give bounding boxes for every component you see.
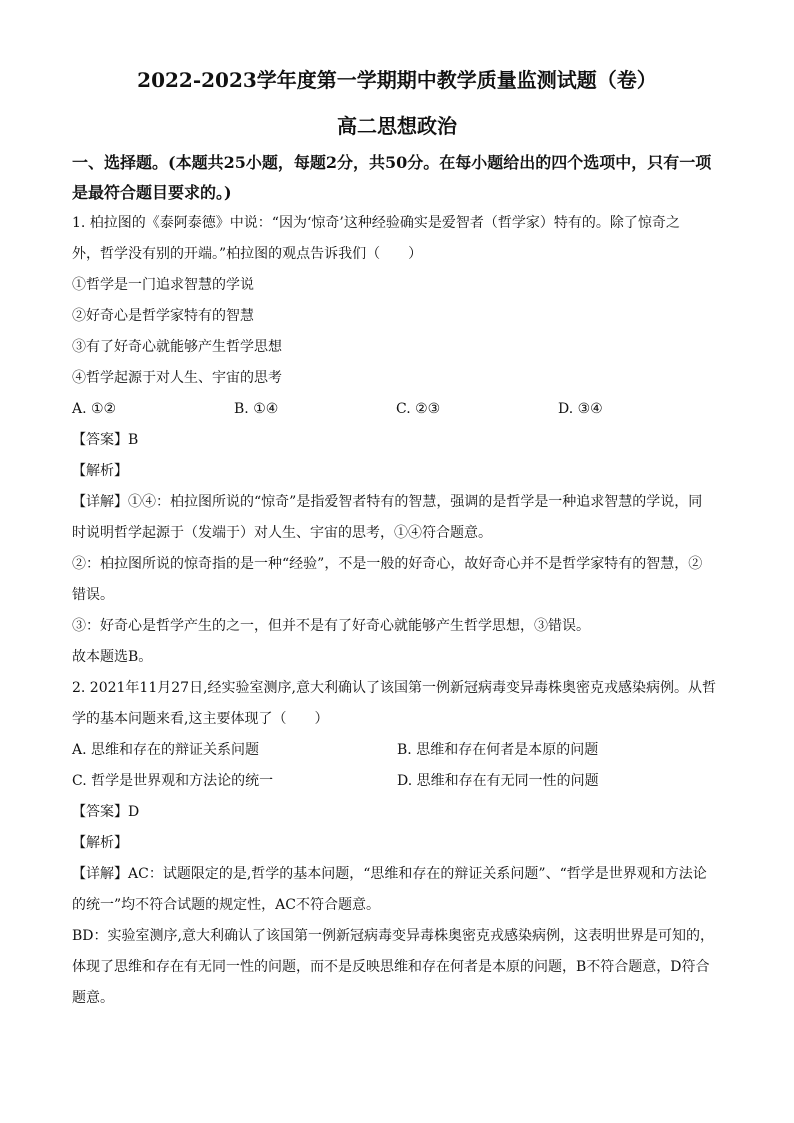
q2-option-a: A. 思维和存在的辩证关系问题	[72, 742, 260, 758]
q1-option-a: A. ①②	[72, 401, 117, 417]
q1-stem-line-2: 外，哲学没有别的开端。”柏拉图的观点告诉我们（ ）	[72, 246, 423, 262]
q1-detail-line-1: 【详解】①④：柏拉图所说的“惊奇”是指爱智者特有的智慧，强调的是哲学是一种追求智慧的学说，同	[72, 494, 703, 510]
q1-option-d: D. ③④	[558, 401, 603, 417]
q1-options	[72, 394, 722, 425]
q1-detail-line-3: ②：柏拉图所说的惊奇指的是一种“经验”，不是一般的好奇心，故好奇心并不是哲学家特有的智慧，②	[72, 556, 703, 572]
section-heading-line-2: 是最符合题目要求的。)	[72, 183, 232, 202]
q2-detail-line-1: 【详解】AC：试题限定的是,哲学的基本问题，“思维和存在的辩证关系问题”、“哲学是世界观和方法论	[72, 866, 707, 882]
q2-analysis-heading: 【解析】	[72, 835, 128, 851]
q1-item-2: ②好奇心是哲学家特有的智慧	[72, 308, 254, 324]
q1-analysis-heading: 【解析】	[72, 463, 128, 479]
q2-stem-line-1: 2. 2021年11月27日,经实验室测序,意大利确认了该国第一例新冠病毒变异毒株奥密克戎感染病例。从哲	[72, 680, 716, 696]
q1-detail-line-6: 故本题选B。	[72, 649, 153, 665]
q1-option-b: B. ①④	[234, 401, 279, 417]
page-subtitle: 高二思想政治	[337, 114, 457, 138]
q1-answer: 【答案】B	[72, 432, 139, 448]
q2-detail-line-3: BD：实验室测序,意大利确认了该国第一例新冠病毒变异毒株奥密克戎感染病例，这表明世界是可知的，	[72, 928, 714, 944]
q2-answer: 【答案】D	[72, 804, 140, 820]
page-title: 2022-2023学年度第一学期期中教学质量监测试题（卷）	[137, 68, 657, 92]
section-heading-line-1: 一、选择题。(本题共25小题，每题2分，共50分。在每小题给出的四个选项中，只有一项	[72, 153, 712, 172]
q1-detail-line-5: ③：好奇心是哲学产生的之一，但并不是有了好奇心就能够产生哲学思想，③错误。	[72, 618, 590, 634]
q2-options-row-2	[72, 766, 722, 797]
q2-option-c: C. 哲学是世界观和方法论的统一	[72, 773, 274, 789]
q2-stem-line-2: 学的基本问题来看,这主要体现了（ ）	[72, 711, 329, 727]
q2-option-d: D. 思维和存在有无同一性的问题	[397, 773, 599, 789]
q2-options-row-1	[72, 735, 722, 766]
q1-detail-line-4: 错误。	[72, 587, 114, 603]
q2-detail-line-2: 的统一”均不符合试题的规定性，AC不符合题意。	[72, 897, 380, 913]
q2-detail-line-5: 题意。	[72, 990, 114, 1006]
q1-item-1: ①哲学是一门追求智慧的学说	[72, 277, 254, 293]
q1-detail-line-2: 时说明哲学起源于（发端于）对人生、宇宙的思考，①④符合题意。	[72, 525, 492, 541]
exam-page	[72, 64, 722, 1014]
q2-detail-line-4: 体现了思维和存在有无同一性的问题，而不是反映思维和存在何者是本原的问题，B不符合题意，D符合	[72, 959, 710, 975]
q1-item-3: ③有了好奇心就能够产生哲学思想	[72, 339, 282, 355]
q2-option-b: B. 思维和存在何者是本原的问题	[397, 742, 599, 758]
q1-stem-line-1: 1. 柏拉图的《泰阿泰德》中说：“因为‘惊奇’这种经验确实是爱智者（哲学家）特有的。除了惊奇之	[72, 215, 680, 231]
q1-item-4: ④哲学起源于对人生、宇宙的思考	[72, 370, 282, 386]
q1-option-c: C. ②③	[396, 401, 441, 417]
